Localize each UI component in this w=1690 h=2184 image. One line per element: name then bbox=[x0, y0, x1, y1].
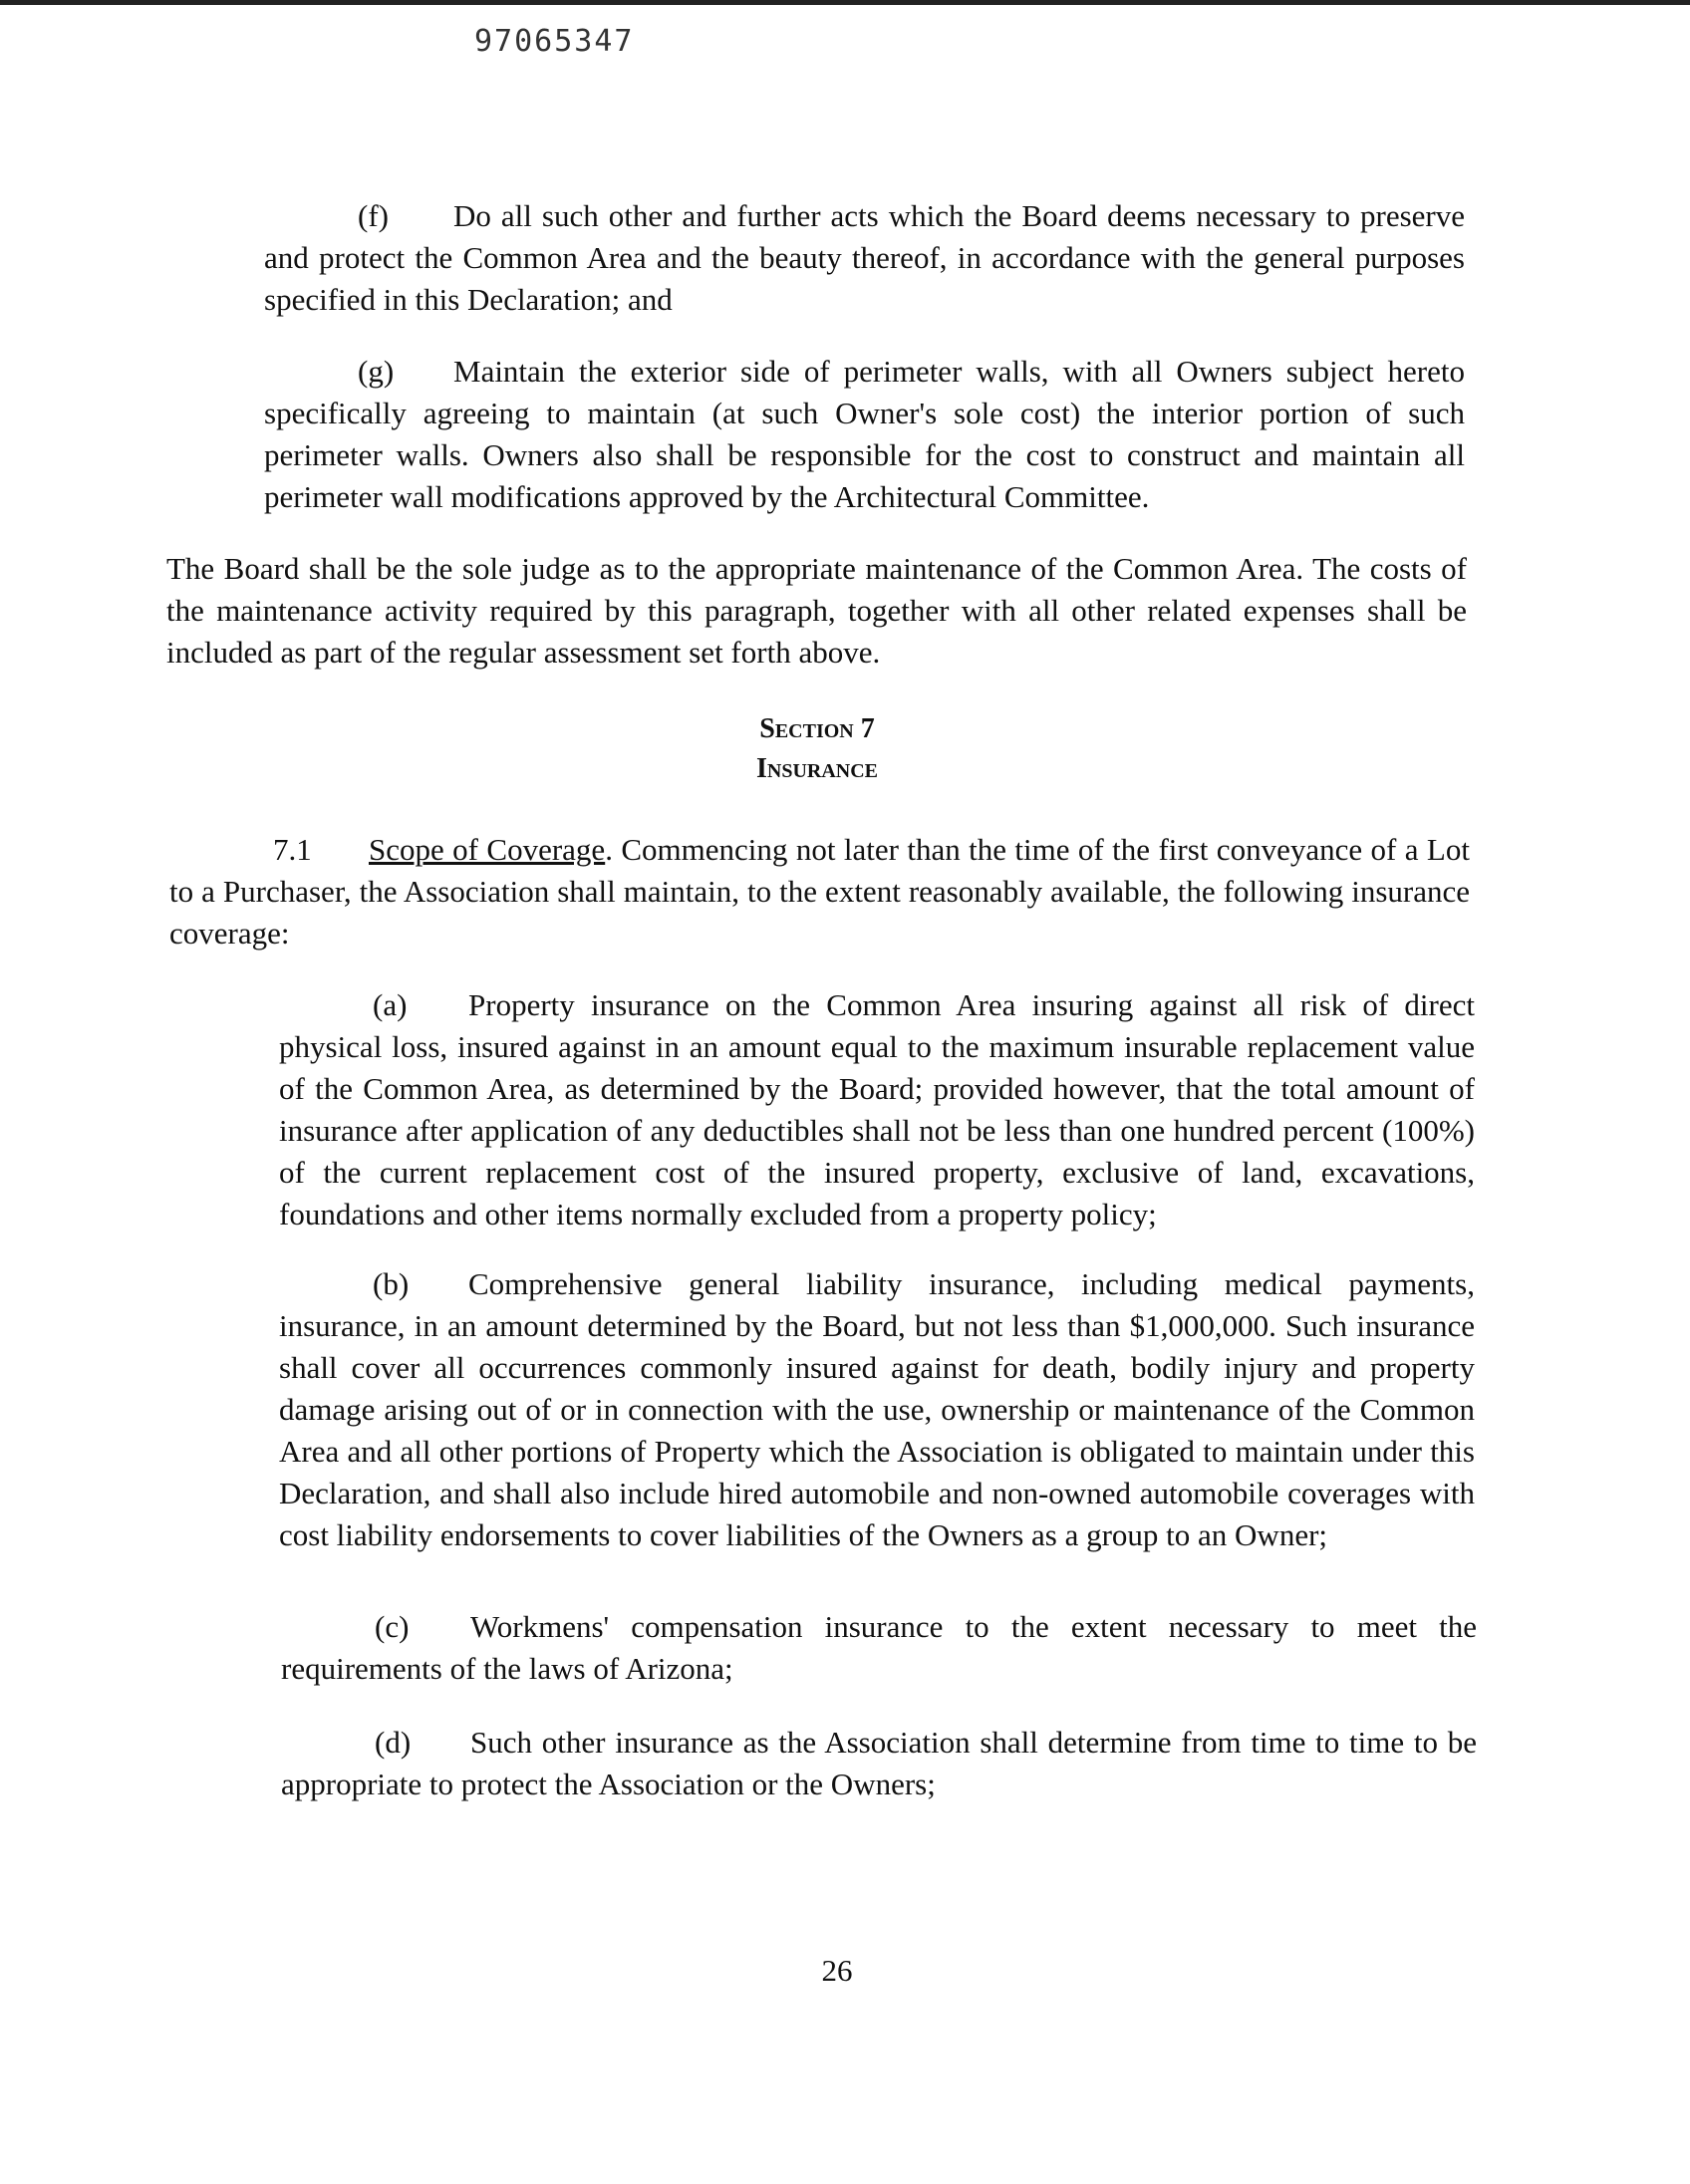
scan-top-edge bbox=[0, 0, 1690, 5]
item-g bbox=[264, 351, 1465, 518]
subsection-title: Scope of Coverage bbox=[369, 832, 606, 867]
coverage-c-label: (c) bbox=[375, 1609, 410, 1644]
item-f-text: Do all such other and further acts which the Board deems necessary to preserve and protect the Common Area and the beauty thereof, in accordance with the general purposes specified in this Declaration; and bbox=[264, 198, 1465, 317]
item-g-text: Maintain the exterior side of perimeter walls, with all Owners subject hereto specifically agreeing to maintain (at such Owner's sole cost) the interior portion of such perimeter walls. Owners also shall be responsible for the cost to construct and maintain all perimeter wall modifications approved by the Architectural Committee. bbox=[264, 354, 1465, 514]
coverage-c-text: Workmens' compensation insurance to the extent necessary to meet the requirements of the laws of Arizona; bbox=[281, 1609, 1477, 1686]
coverage-a-text: Property insurance on the Common Area insuring against all risk of direct physical loss, insured against in an amount equal to the maximum insurable replacement value of the Common Area, as determined by the Board; provided however, that the total amount of insurance after application of any deductibles shall not be less than one hundred percent (100%) of the current replacement cost of the insured property, exclusive of land, excavations, foundations and other items normally excluded from a property policy; bbox=[279, 987, 1475, 1231]
item-g-label: (g) bbox=[358, 354, 395, 389]
subsection-7-1 bbox=[169, 829, 1470, 955]
coverage-a-label: (a) bbox=[373, 987, 408, 1022]
coverage-b bbox=[279, 1263, 1475, 1556]
coverage-c bbox=[281, 1606, 1477, 1690]
coverage-d-text: Such other insurance as the Association shall determine from time to time to be appropriate to protect the Association or the Owners; bbox=[281, 1725, 1477, 1801]
coverage-d bbox=[281, 1722, 1477, 1805]
item-f bbox=[264, 195, 1465, 321]
coverage-b-text: Comprehensive general liability insurance, including medical payments, insurance, in an amount determined by the Board, but not less than $1,000,000. Such insurance shall cover all occurrences commonly insured against for death, bodily injury and property damage arising out of or in connection with the use, ownership or maintenance of the Common Area and all other portions of Property which the Association is obligated to maintain under this Declaration, and shall also include hired automobile and non-owned automobile coverages with cost liability endorsements to cover liabilities of the Owners as a group to an Owner; bbox=[279, 1266, 1475, 1552]
subsection-text: . Commencing not later than the time of the first conveyance of a Lot to a Purchaser, the Association shall maintain, to the extent reasonably available, the following insurance coverage: bbox=[169, 832, 1470, 951]
section-title: Insurance bbox=[755, 753, 879, 784]
subsection-number: 7.1 bbox=[273, 832, 312, 867]
board-paragraph: The Board shall be the sole judge as to the appropriate maintenance of the Common Area. The costs of the maintenance activity required by this paragraph, together with all other related expenses shall be included as part of the regular assessment set forth above. bbox=[166, 551, 1467, 670]
coverage-d-label: (d) bbox=[375, 1725, 412, 1760]
recording-stamp: 97065347 bbox=[474, 24, 635, 59]
coverage-a bbox=[279, 984, 1475, 1235]
item-f-label: (f) bbox=[358, 198, 389, 233]
page-number: 26 bbox=[821, 1953, 853, 1988]
section-number: Section 7 bbox=[759, 713, 875, 744]
coverage-b-label: (b) bbox=[373, 1266, 410, 1301]
